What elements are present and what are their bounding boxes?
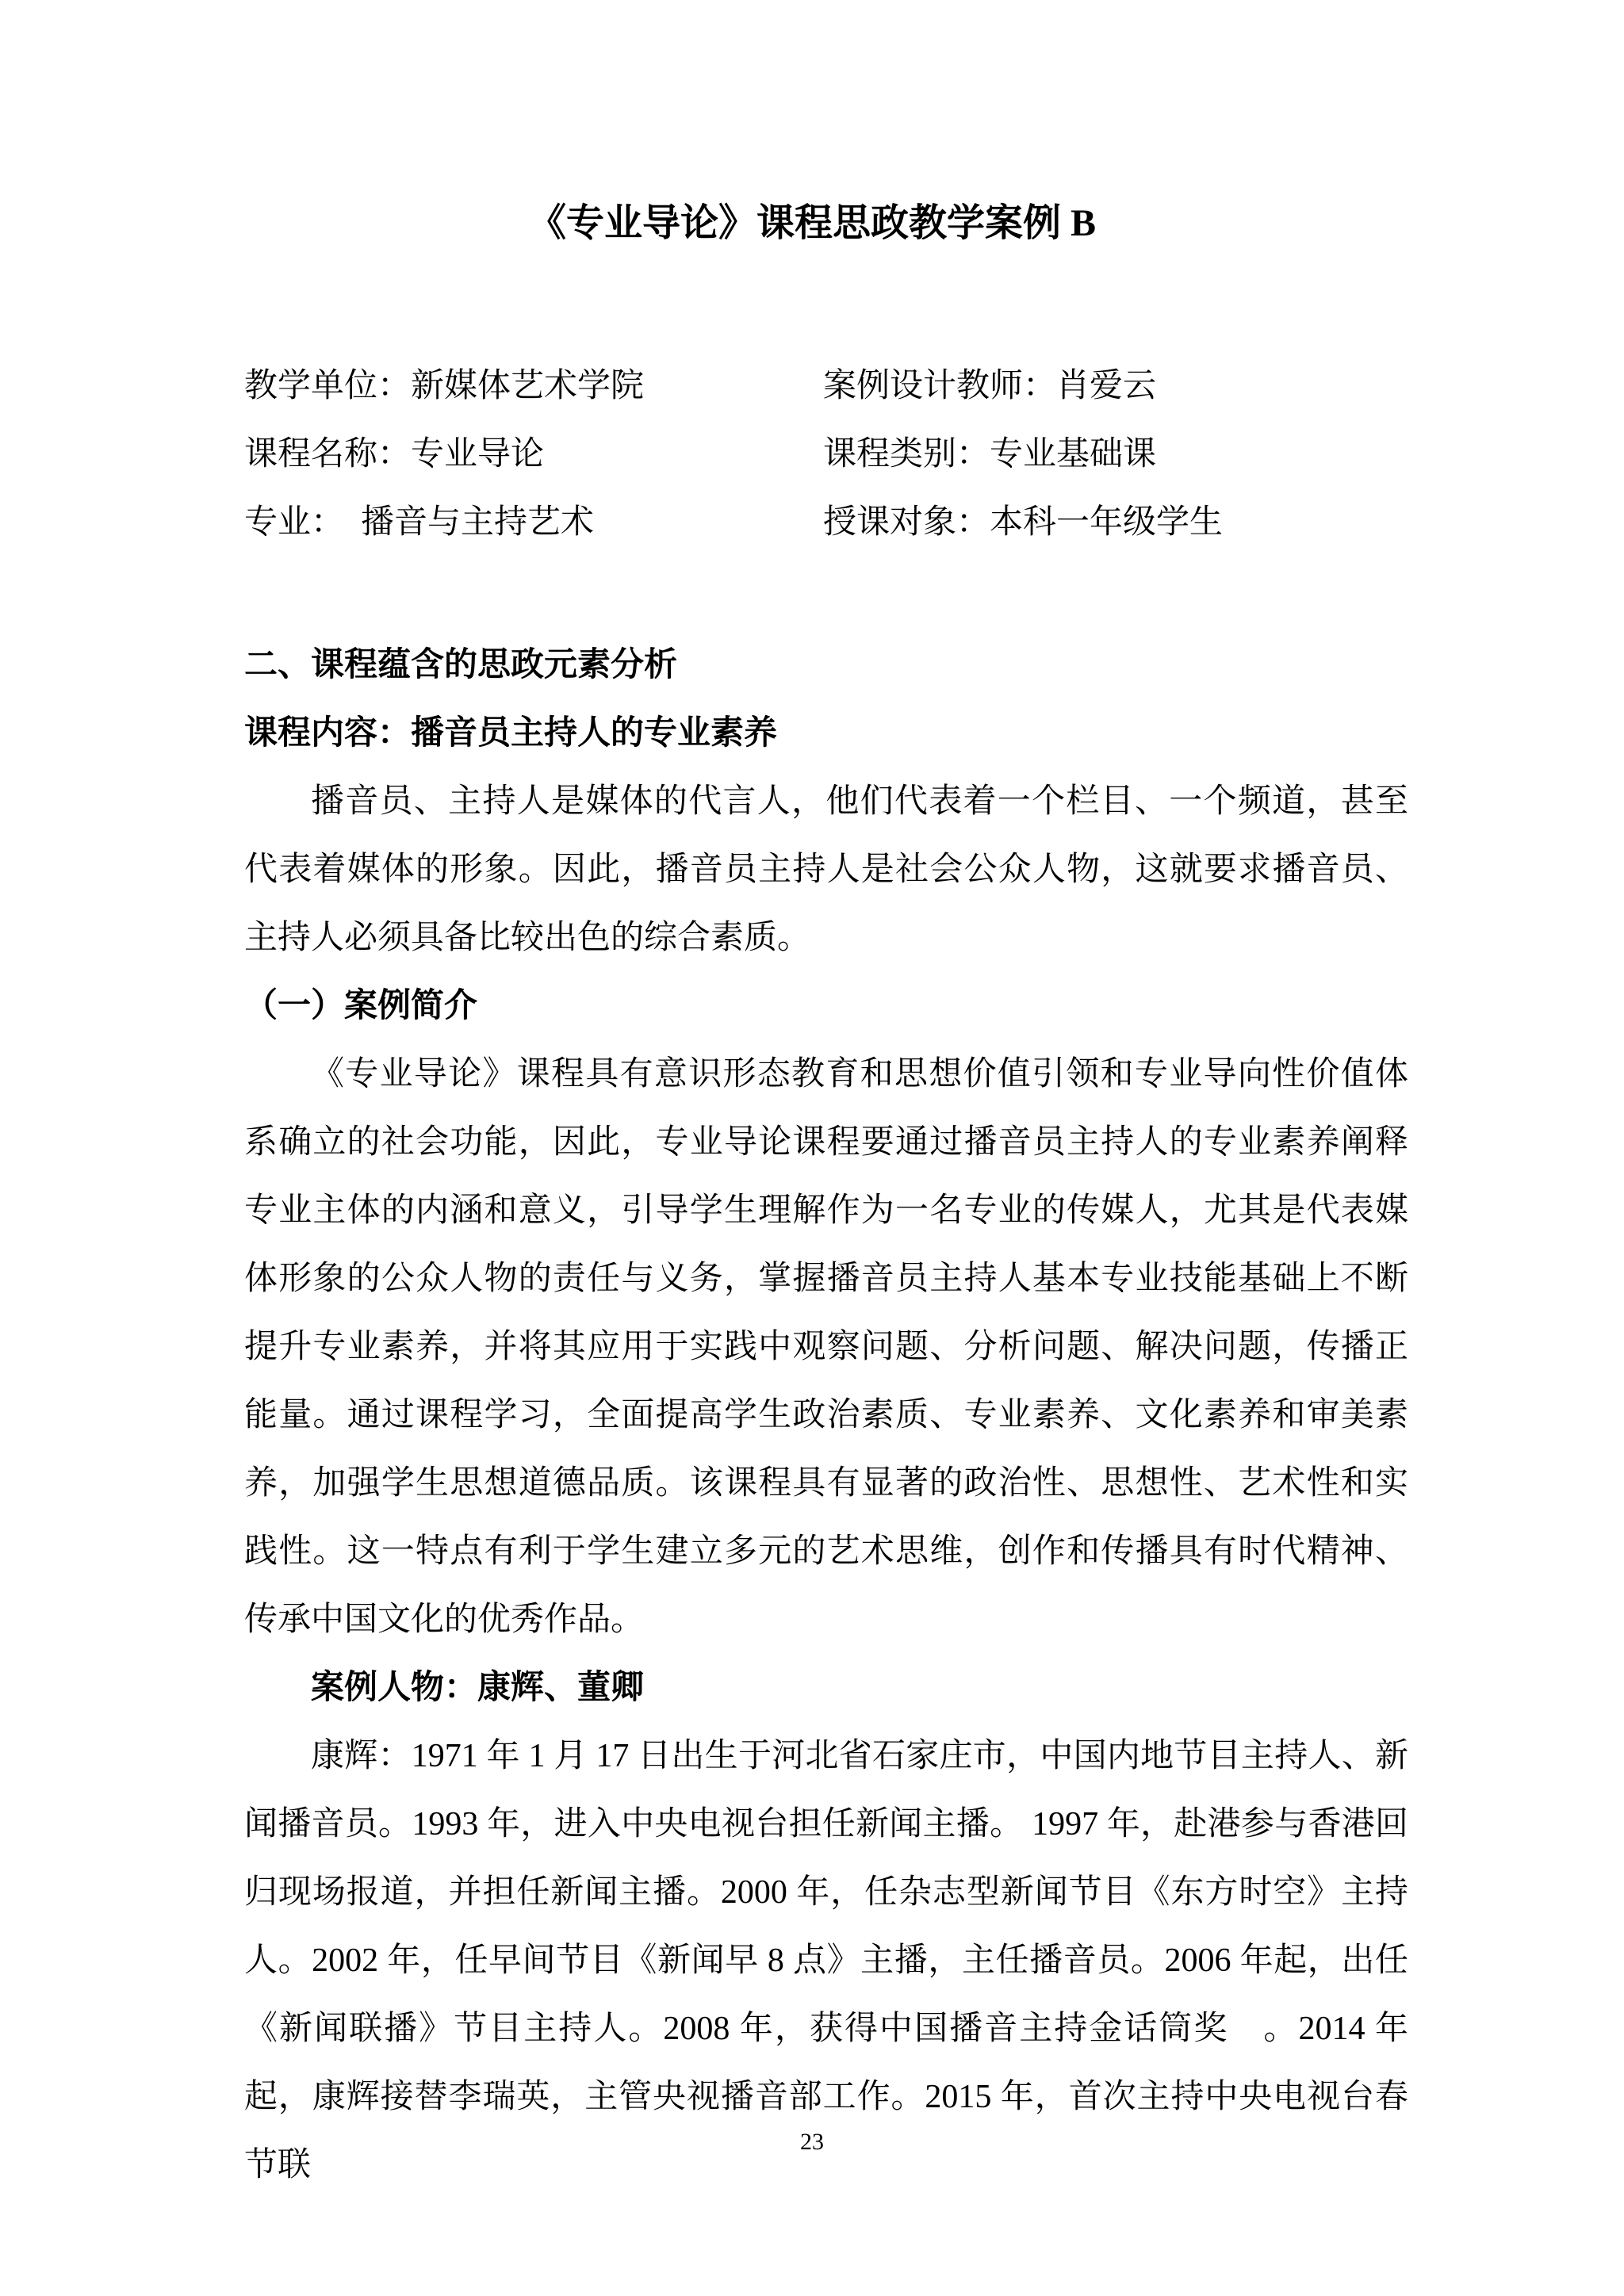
case-intro-paragraph: 《专业导论》课程具有意识形态教育和思想价值引领和专业导向性价值体系确立的社会功能，因此，专业导论课程要通过播音员主持人的专业素养阐释专业主体的内涵和意义，引导学生理解作为一名专业的传媒人，尤其是代表媒体形象的公众人物的责任与义务，掌握播音员主持人基本专业技能基础上不断提升专业素养，并将其应用于实践中观察问题、分析问题、解决问题，传播正能量。通过课程学习，全面提高学生政治素质、专业素养、文化素养和审美素养，加强学生思想道德品质。该课程具有显著的政治性、思想性、艺术性和实践性。这一特点有利于学生建立多元的艺术思维，创作和传播具有时代精神、传承中国文化的优秀作品。 bbox=[244, 1056, 1408, 1638]
meta-course-category: 课程类别：专业基础课 bbox=[823, 436, 1157, 473]
meta-audience: 授课对象：本科一年级学生 bbox=[823, 504, 1224, 541]
case-intro-heading: （一）案例简介 bbox=[244, 988, 478, 1024]
meta-row bbox=[244, 420, 1408, 488]
meta-case-designer: 案例设计教师：肖爱云 bbox=[823, 368, 1157, 404]
case-people-heading: 案例人物：康辉、董卿 bbox=[311, 1670, 645, 1706]
document-content bbox=[244, 352, 1408, 2199]
meta-course-name: 课程名称：专业导论 bbox=[244, 436, 545, 473]
meta-teaching-unit: 教学单位：新媒体艺术学院 bbox=[244, 368, 645, 404]
page-number: 23 bbox=[800, 2129, 824, 2155]
meta-block bbox=[244, 352, 1408, 557]
intro-paragraph: 播音员、主持人是媒体的代言人，他们代表着一个栏目、一个频道，甚至代表着媒体的形象。因此，播音员主持人是社会公众人物，这就要求播音员、主持人必须具备比较出色的综合素质。 bbox=[244, 783, 1408, 956]
section-heading-ideological-elements: 二、课程蕴含的思政元素分析 bbox=[244, 647, 678, 683]
meta-row bbox=[244, 352, 1408, 420]
meta-major: 专业： 播音与主持艺术 bbox=[244, 504, 595, 541]
document-body bbox=[244, 631, 1408, 2199]
meta-row bbox=[244, 488, 1408, 557]
course-content-heading: 课程内容：播音员主持人的专业素养 bbox=[244, 715, 778, 752]
document-title: 《专业导论》课程思政教学案例 B bbox=[527, 202, 1097, 244]
kanghui-biography-paragraph: 康辉：1971 年 1 月 17 日出生于河北省石家庄市，中国内地节目主持人、新闻播音员。1993 年，进入中央电视台担任新闻主播。 1997 年，赴港参与香港回归现场报道，并担任新闻主播。2000 年，任杂志型新闻节目《东方时空》主持人。2002 年，任早间节目《新闻早 8 点》主播，主任播音员。2006 年起，出任《新闻联播》节目主持人。2008 年，获得中国播音主持金话筒奖 。2014 年起，康辉接替李瑞英，主管央视播音部工作。2015 年，首次主持中央电视台春节联 bbox=[244, 1738, 1408, 2183]
